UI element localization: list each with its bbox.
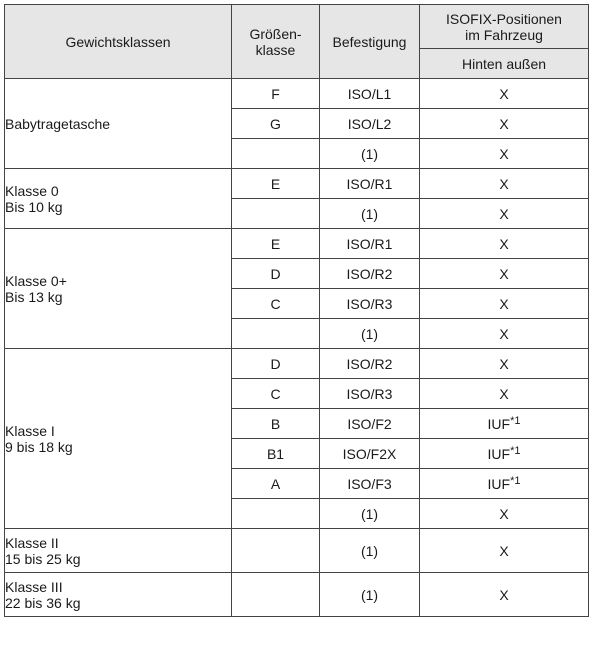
position-value: IUF — [487, 475, 511, 492]
mounting-cell: ISO/F3 — [320, 469, 420, 499]
header-mounting — [320, 5, 420, 79]
position-value: IUF — [487, 445, 511, 462]
mounting-cell: ISO/R1 — [320, 169, 420, 199]
position-value: X — [499, 325, 509, 342]
mounting-cell: (1) — [320, 529, 420, 573]
position-cell — [420, 409, 589, 439]
position-cell — [420, 259, 589, 289]
position-cell — [420, 79, 589, 109]
mounting-cell: (1) — [320, 199, 420, 229]
size-class-cell: B — [232, 409, 320, 439]
position-cell — [420, 199, 589, 229]
table-row — [5, 573, 589, 617]
table-row — [5, 79, 589, 109]
mounting-cell: ISO/R2 — [320, 259, 420, 289]
position-value: X — [499, 85, 509, 102]
weight-class-cell — [5, 79, 232, 169]
mounting-cell: ISO/F2 — [320, 409, 420, 439]
size-class-cell: C — [232, 289, 320, 319]
size-class-cell: E — [232, 169, 320, 199]
header-isofix-line2: im Fahrzeug — [465, 26, 543, 43]
size-class-cell — [232, 199, 320, 229]
header-size-class — [232, 5, 320, 79]
header-rear-outer-label: Hinten außen — [461, 55, 547, 72]
table-row — [5, 529, 589, 573]
position-value: X — [499, 295, 509, 312]
position-cell — [420, 289, 589, 319]
weight-class-line: 9 bis 18 kg — [5, 438, 73, 455]
position-value: X — [499, 542, 509, 559]
table-row — [5, 349, 589, 379]
position-cell — [420, 349, 589, 379]
position-cell — [420, 109, 589, 139]
header-isofix-line1: ISOFIX-Positionen — [446, 10, 562, 27]
header-weight-class — [5, 5, 232, 79]
position-value: IUF — [487, 415, 511, 432]
weight-class-cell — [5, 169, 232, 229]
weight-class-line: 15 bis 25 kg — [5, 550, 81, 567]
position-value: X — [499, 586, 509, 603]
mounting-cell: (1) — [320, 499, 420, 529]
mounting-cell: (1) — [320, 319, 420, 349]
header-size-class-line2: klasse — [255, 41, 296, 58]
header-isofix-positions — [420, 5, 589, 49]
size-class-cell: D — [232, 259, 320, 289]
size-class-cell: A — [232, 469, 320, 499]
size-class-cell — [232, 319, 320, 349]
position-value: X — [499, 505, 509, 522]
weight-class-line: Bis 10 kg — [5, 198, 63, 215]
weight-class-cell — [5, 229, 232, 349]
weight-class-cell — [5, 349, 232, 529]
footnote-marker: *1 — [510, 414, 521, 427]
position-cell — [420, 573, 589, 617]
footnote-marker: *1 — [510, 474, 521, 487]
header-weight-class-label: Gewichtsklassen — [65, 33, 171, 50]
size-class-cell — [232, 499, 320, 529]
position-value: X — [499, 265, 509, 282]
mounting-cell: ISO/R1 — [320, 229, 420, 259]
footnote-marker: *1 — [510, 444, 521, 457]
weight-class-line: Klasse III — [5, 578, 63, 595]
mounting-cell: ISO/R2 — [320, 349, 420, 379]
position-cell — [420, 139, 589, 169]
position-value: X — [499, 385, 509, 402]
weight-class-line: Babytragetasche — [5, 115, 111, 132]
table-body — [5, 79, 589, 617]
position-cell — [420, 379, 589, 409]
position-cell — [420, 169, 589, 199]
weight-class-line: 22 bis 36 kg — [5, 594, 81, 611]
mounting-cell: ISO/F2X — [320, 439, 420, 469]
weight-class-cell — [5, 529, 232, 573]
mounting-cell: ISO/R3 — [320, 289, 420, 319]
position-value: X — [499, 175, 509, 192]
position-value: X — [499, 235, 509, 252]
mounting-cell: ISO/L1 — [320, 79, 420, 109]
mounting-cell: (1) — [320, 573, 420, 617]
weight-class-line: Klasse II — [5, 534, 59, 551]
table-row — [5, 169, 589, 199]
header-size-class-line1: Größen- — [249, 25, 302, 42]
isofix-table — [4, 4, 589, 617]
size-class-cell: G — [232, 109, 320, 139]
table-row — [5, 229, 589, 259]
header-rear-outer — [420, 49, 589, 79]
position-cell — [420, 499, 589, 529]
table-header — [5, 5, 589, 79]
size-class-cell: E — [232, 229, 320, 259]
size-class-cell: C — [232, 379, 320, 409]
position-cell — [420, 229, 589, 259]
weight-class-cell — [5, 573, 232, 617]
weight-class-line: Klasse I — [5, 422, 55, 439]
position-cell — [420, 319, 589, 349]
position-cell — [420, 529, 589, 573]
weight-class-line: Bis 13 kg — [5, 288, 63, 305]
position-cell — [420, 469, 589, 499]
size-class-cell — [232, 529, 320, 573]
position-value: X — [499, 355, 509, 372]
size-class-cell: F — [232, 79, 320, 109]
weight-class-line: Klasse 0+ — [5, 272, 67, 289]
size-class-cell: B1 — [232, 439, 320, 469]
weight-class-line: Klasse 0 — [5, 182, 59, 199]
size-class-cell — [232, 139, 320, 169]
position-value: X — [499, 205, 509, 222]
size-class-cell: D — [232, 349, 320, 379]
header-mounting-label: Befestigung — [332, 33, 407, 50]
position-value: X — [499, 145, 509, 162]
mounting-cell: ISO/R3 — [320, 379, 420, 409]
size-class-cell — [232, 573, 320, 617]
mounting-cell: (1) — [320, 139, 420, 169]
position-cell — [420, 439, 589, 469]
mounting-cell: ISO/L2 — [320, 109, 420, 139]
position-value: X — [499, 115, 509, 132]
